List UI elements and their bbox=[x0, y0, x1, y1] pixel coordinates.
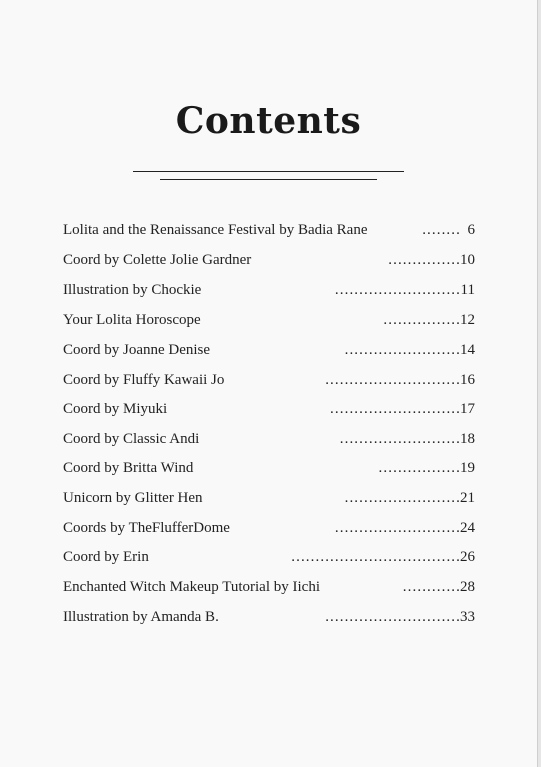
toc-leader-dots: .......................... bbox=[334, 282, 461, 298]
toc-entry-title: Unicorn by Glitter Hen bbox=[63, 490, 203, 506]
toc-entry-title: Coord by Britta Wind bbox=[63, 460, 194, 476]
toc-entry-title: Coord by Colette Jolie Gardner bbox=[63, 252, 252, 268]
toc-page-number: 28 bbox=[460, 579, 475, 595]
toc-entry bbox=[63, 312, 475, 334]
toc-leader-dots: ........ bbox=[422, 222, 461, 238]
toc-leader-dots: ............................ bbox=[325, 609, 461, 625]
toc-entry-title: Coord by Erin bbox=[63, 549, 149, 565]
toc-leader-dots: ........................ bbox=[344, 490, 461, 506]
toc-leader-dots: ........................ bbox=[344, 342, 461, 358]
toc-leader-dots: ............................ bbox=[325, 372, 461, 388]
toc-page-number: 18 bbox=[460, 431, 475, 447]
toc-leader-dots: ........................... bbox=[330, 401, 461, 417]
toc-page-number: 19 bbox=[460, 460, 475, 476]
toc-page-number: 12 bbox=[460, 312, 475, 328]
toc-page-number: 17 bbox=[460, 401, 475, 417]
heading-rule-bottom bbox=[160, 179, 377, 180]
toc-page-number: 21 bbox=[460, 490, 475, 506]
toc-page-number: 26 bbox=[460, 549, 475, 565]
toc-entry-title: Illustration by Amanda B. bbox=[63, 609, 219, 625]
toc-entry bbox=[63, 609, 475, 631]
toc-entry bbox=[63, 490, 475, 512]
toc-page-number: 10 bbox=[460, 252, 475, 268]
toc-page-number: 33 bbox=[460, 609, 475, 625]
toc-leader-dots: ............... bbox=[388, 252, 461, 268]
toc-page-number: 24 bbox=[460, 520, 475, 536]
toc-entry bbox=[63, 252, 475, 274]
toc-page-number: 16 bbox=[460, 372, 475, 388]
toc-entry bbox=[63, 401, 475, 423]
toc-entry-title: Lolita and the Renaissance Festival by Badia Rane bbox=[63, 222, 368, 238]
toc-entry bbox=[63, 431, 475, 453]
toc-entry-title: Coord by Classic Andi bbox=[63, 431, 200, 447]
toc-entry-title: Coord by Joanne Denise bbox=[63, 342, 211, 358]
toc-page-number: 14 bbox=[460, 342, 475, 358]
toc-entry bbox=[63, 372, 475, 394]
toc-entry bbox=[63, 342, 475, 364]
toc-entry bbox=[63, 520, 475, 542]
toc-leader-dots: .......................... bbox=[334, 520, 461, 536]
toc-entry bbox=[63, 549, 475, 571]
toc-entry bbox=[63, 579, 475, 601]
toc-page-number: 6 bbox=[467, 222, 475, 238]
toc-page-number: 11 bbox=[460, 282, 475, 298]
toc-entry-title: Enchanted Witch Makeup Tutorial by Iichi bbox=[63, 579, 320, 595]
toc-leader-dots: ................ bbox=[383, 312, 461, 328]
heading-rule-top bbox=[133, 171, 404, 172]
toc-entry-title: Illustration by Chockie bbox=[63, 282, 202, 298]
toc-entry bbox=[63, 460, 475, 482]
toc-entry-title: Coords by TheFlufferDome bbox=[63, 520, 230, 536]
toc-leader-dots: ................................... bbox=[291, 549, 461, 565]
toc-entry bbox=[63, 282, 475, 304]
contents-heading: Contents bbox=[175, 100, 362, 142]
toc-leader-dots: ......................... bbox=[339, 431, 461, 447]
toc-entry-title: Coord by Miyuki bbox=[63, 401, 168, 417]
toc-leader-dots: ................. bbox=[378, 460, 461, 476]
toc-entry bbox=[63, 222, 475, 244]
toc-entry-title: Your Lolita Horoscope bbox=[63, 312, 201, 328]
toc-leader-dots: ............ bbox=[402, 579, 461, 595]
toc-entry-title: Coord by Fluffy Kawaii Jo bbox=[63, 372, 225, 388]
